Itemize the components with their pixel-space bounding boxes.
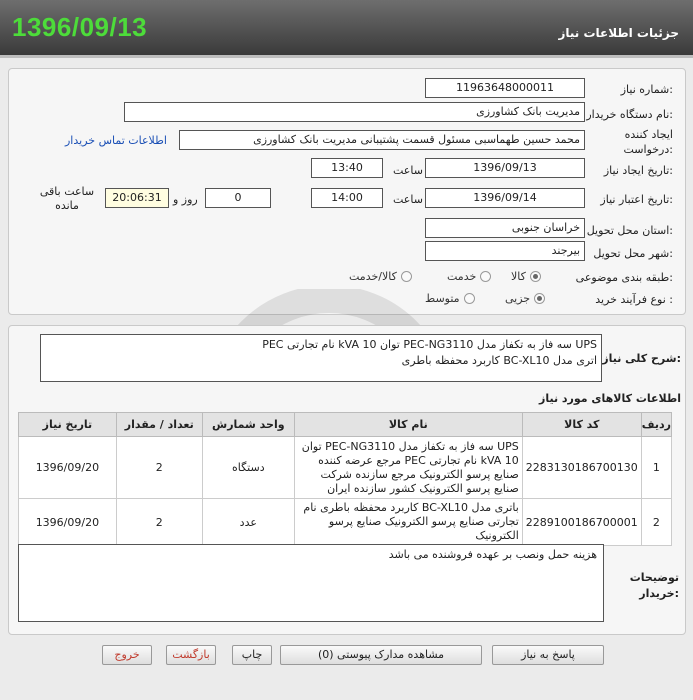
city-label: شهر محل تحویل: <box>593 247 673 260</box>
exit-button[interactable]: خروج <box>102 645 152 665</box>
reply-button[interactable]: پاسخ به نیاز <box>492 645 604 665</box>
page-title: جزئیات اطلاعات نیاز <box>558 26 679 40</box>
radio-selected-icon <box>534 293 545 304</box>
category-option-both[interactable] <box>349 270 412 283</box>
remaining-days-field: 0 <box>205 188 271 208</box>
process-option-medium-label: متوسط <box>425 292 460 305</box>
radio-selected-icon <box>530 271 541 282</box>
cell-date: 1396/09/20 <box>19 437 117 499</box>
category-option-goods[interactable] <box>511 270 541 283</box>
items-table-header <box>19 413 672 437</box>
col-qty: تعداد / مقدار <box>116 413 202 437</box>
need-number-field: 11963648000011 <box>425 78 585 98</box>
back-button[interactable]: بازگشت <box>166 645 216 665</box>
process-option-minor[interactable] <box>505 292 545 305</box>
province-field: خراسان جنوبی <box>425 218 585 238</box>
table-row <box>19 499 672 546</box>
city-field: بیرجند <box>425 241 585 261</box>
cell-qty: 2 <box>116 499 202 546</box>
col-date: تاریخ نیاز <box>19 413 117 437</box>
cell-row: 1 <box>641 437 671 499</box>
items-table <box>18 412 672 546</box>
cell-qty: 2 <box>116 437 202 499</box>
cell-unit: عدد <box>202 499 294 546</box>
buyer-org-label: نام دستگاه خریدار: <box>586 108 673 121</box>
category-option-goods-label: کالا <box>511 270 526 283</box>
summary-box <box>40 334 602 382</box>
cell-code: 2289100186700001 <box>522 499 641 546</box>
process-option-medium[interactable] <box>425 292 475 305</box>
creator-label: ایجاد کننده درخواست: <box>623 128 673 156</box>
province-label: استان محل تحویل: <box>586 224 673 237</box>
valid-time-label: ساعت <box>393 193 423 206</box>
need-info-panel <box>8 68 686 315</box>
cell-name: باتری مدل BC-XL10 کاربرد محفظه باطری نام تجارتی صنایع پرسو الکترونیک صنایع پرسو الکترونیک <box>294 499 522 546</box>
cell-row: 2 <box>641 499 671 546</box>
page-header <box>0 0 693 58</box>
radio-icon <box>401 271 412 282</box>
header-date: 1396/09/13 <box>12 12 148 42</box>
valid-date-label: تاریخ اعتبار نیاز: <box>600 193 673 206</box>
radio-icon <box>480 271 491 282</box>
created-time-field: 13:40 <box>311 158 383 178</box>
cell-unit: دستگاه <box>202 437 294 499</box>
buyer-contact-link[interactable]: اطلاعات تماس خریدار <box>65 134 167 147</box>
radio-icon <box>464 293 475 304</box>
creator-field: محمد حسین طهماسبی مسئول قسمت پشتیبانی مدیریت بانک کشاورزی <box>179 130 585 150</box>
valid-date-field: 1396/09/14 <box>425 188 585 208</box>
remaining-label: ساعت باقی مانده <box>39 185 95 212</box>
summary-line-1: UPS سه فاز به تکفاز مدل PEC-NG3110 توان 10 kVA نام تجارتی PEC <box>262 338 597 351</box>
category-option-service[interactable] <box>447 270 491 283</box>
category-option-both-label: کالا/خدمت <box>349 270 397 283</box>
buyer-org-field: مدیریت بانک کشاورزی <box>124 102 585 122</box>
process-option-minor-label: جزیی <box>505 292 531 305</box>
cell-date: 1396/09/20 <box>19 499 117 546</box>
created-time-label: ساعت <box>393 164 423 177</box>
days-label: روز و <box>173 193 198 206</box>
valid-time-field: 14:00 <box>311 188 383 208</box>
buyer-notes-box: هزینه حمل ونصب بر عهده فروشنده می باشد <box>18 544 604 622</box>
summary-line-2: اتری مدل BC-XL10 کاربرد محفظه باطری <box>401 354 597 367</box>
category-option-service-label: خدمت <box>447 270 477 283</box>
summary-label: شرح کلی نیاز: <box>602 352 681 365</box>
col-row: ردیف <box>641 413 671 437</box>
created-date-label: تاریخ ایجاد نیاز: <box>603 164 673 177</box>
process-label: نوع فرآیند خرید : <box>595 293 673 306</box>
col-name: نام کالا <box>294 413 522 437</box>
table-row <box>19 437 672 499</box>
cell-code: 2283130186700130 <box>522 437 641 499</box>
need-number-label: شماره نیاز: <box>620 83 673 96</box>
items-section-title: اطلاعات کالاهای مورد نیاز <box>539 392 681 405</box>
remaining-time-field: 20:06:31 <box>105 188 169 208</box>
created-date-field: 1396/09/13 <box>425 158 585 178</box>
category-label: طبقه بندی موضوعی: <box>575 271 673 284</box>
col-unit: واحد شمارش <box>202 413 294 437</box>
print-button[interactable]: چاپ <box>232 645 272 665</box>
cell-name: UPS سه فاز به تکفاز مدل PEC-NG3110 توان 10 kVA نام تجارتی PEC مرجع عرضه کننده صنایع پرسو الکترونیک مرجع سازنده شرکت صنایع پرسو الکترونیک کشور سازنده ایران <box>294 437 522 499</box>
buyer-notes-label: توضیحات خریدار: <box>629 571 679 600</box>
col-code: کد کالا <box>522 413 641 437</box>
view-attachments-button[interactable]: مشاهده مدارک پیوستی (0) <box>280 645 482 665</box>
